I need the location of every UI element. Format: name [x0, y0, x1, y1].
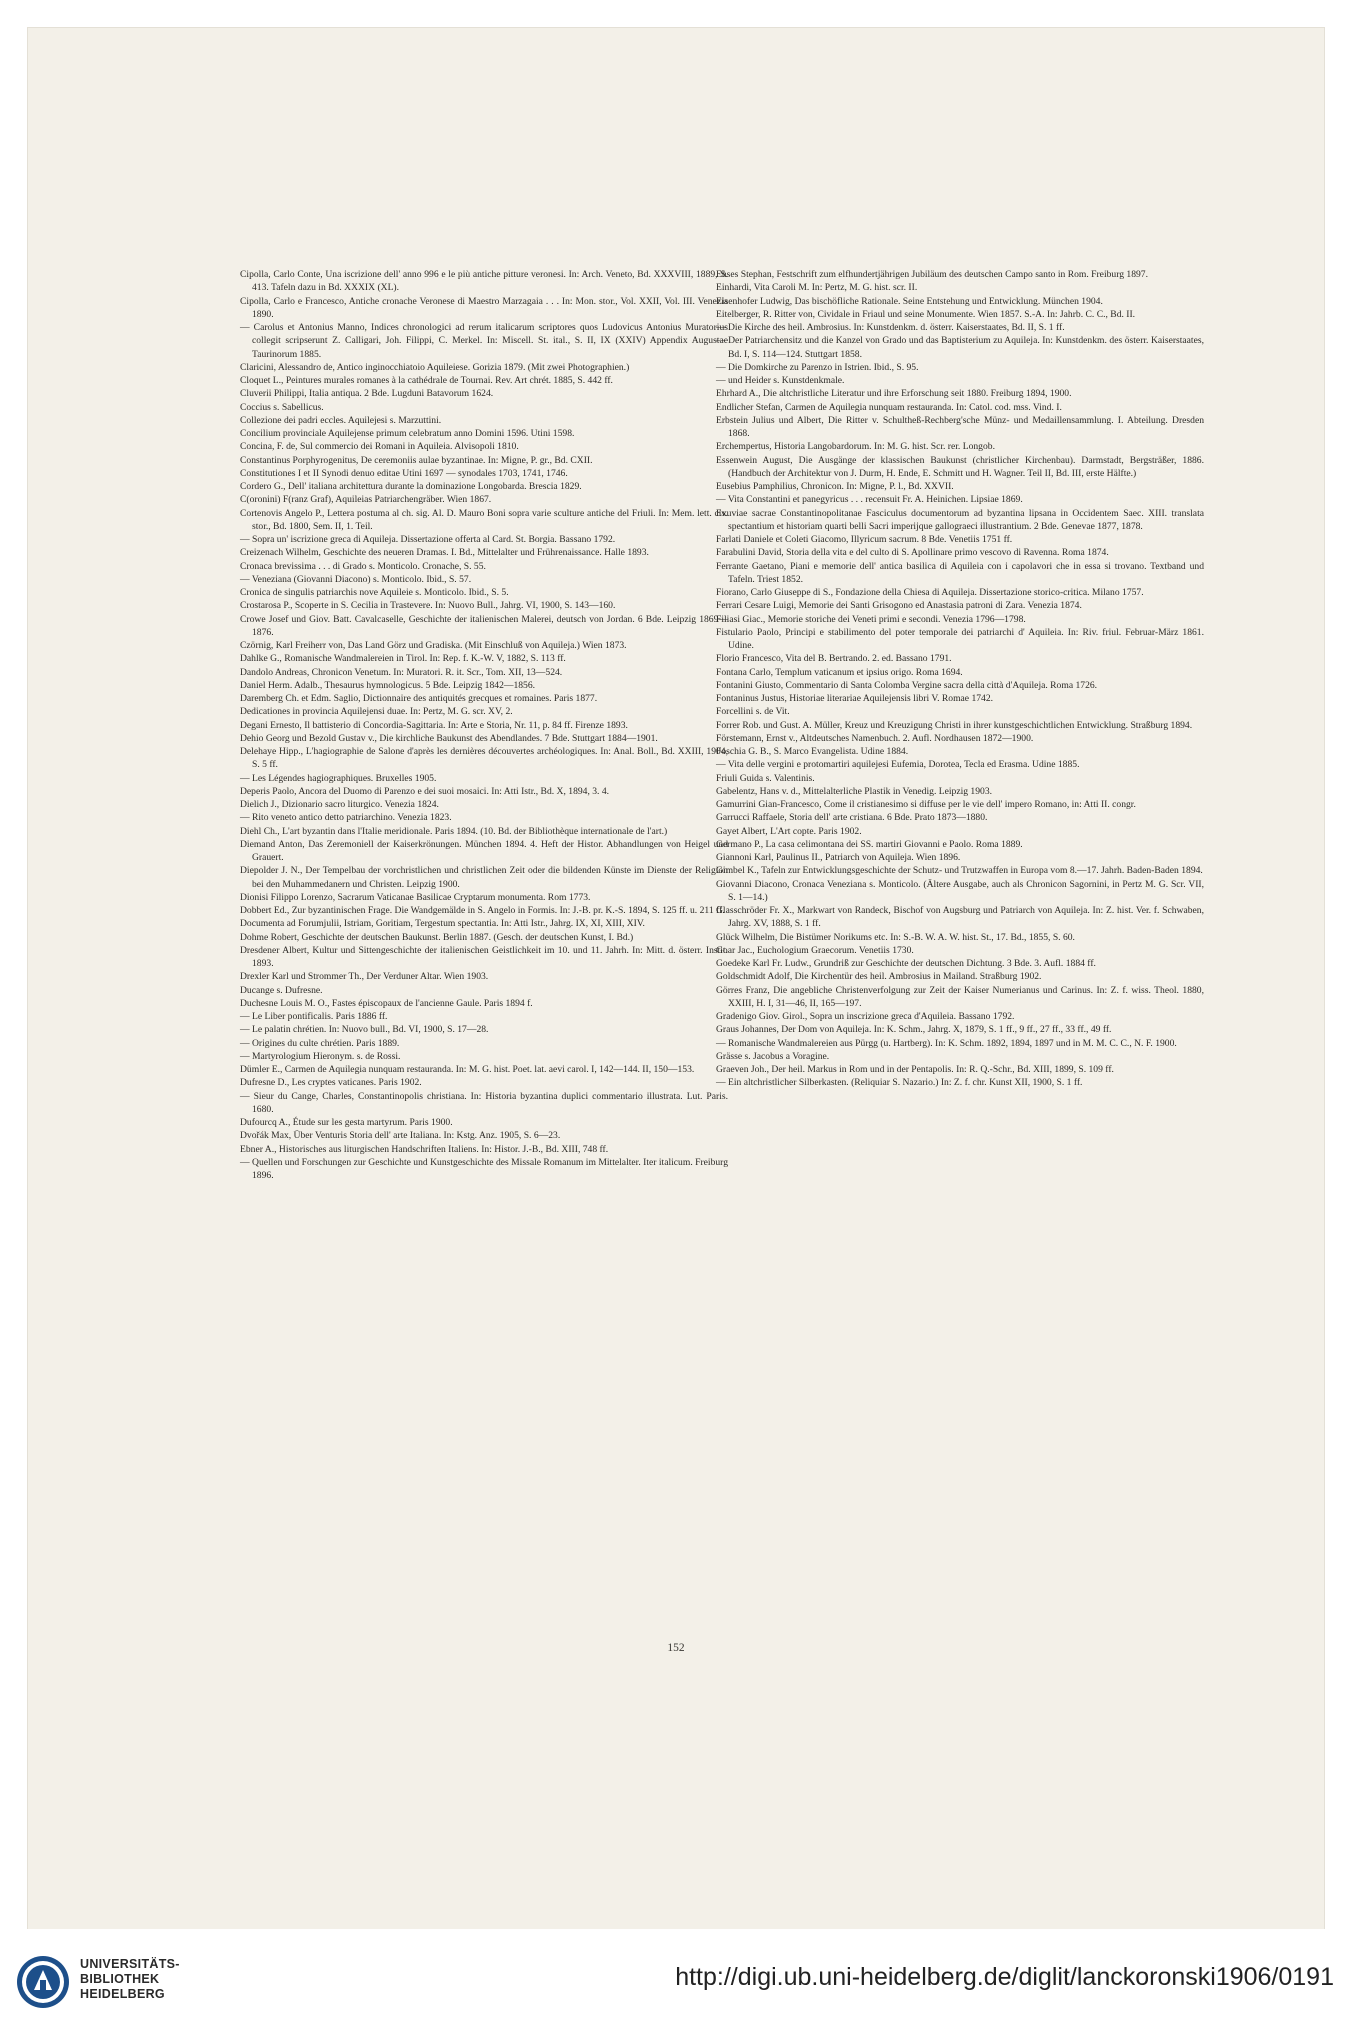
bibliography-entry: Constitutiones I et II Synodi denuo editae Utini 1697 — synodales 1703, 1741, 1746.: [240, 467, 568, 479]
page-number: 152: [667, 1642, 685, 1654]
bibliography-entry: Dümler E., Carmen de Aquilegia nunquam restauranda. In: M. G. hist. Poet. lat. aevi carol. I, 142—144. II, 150—153.: [240, 1064, 695, 1075]
library-name-line: HEIDELBERG: [80, 1987, 165, 2001]
bibliography-entry: Goldschmidt Adolf, Die Kirchentür des heil. Ambrosius in Mailand. Straßburg 1902.: [716, 971, 1042, 983]
bibliography-entry: Ferrante Gaetano, Piani e memorie dell' antica basilica di Aquileia con i capolavori che in essa si trovano. Textband und Tafeln. Triest 1852.: [716, 560, 1204, 585]
bibliography-entry: Dobbert Ed., Zur byzantinischen Frage. Die Wandgemälde in S. Angelo in Formis. In: J.-B. pr. K.-S. 1894, S. 125 ff. u. 211 ff.: [240, 905, 725, 916]
bibliography-entry: — Die Kirche des heil. Ambrosius. In: Kunstdenkm. d. österr. Kaiserstaates, Bd. II, S. 1 ff.: [716, 322, 1065, 333]
bibliography-entry: — Sieur du Cange, Charles, Constantinopolis christiana. In: Historia byzantina duplici commentario illustrata. Lut. Paris. 1680.: [240, 1090, 728, 1115]
bibliography-entry: Diehl Ch., L'art byzantin dans l'Italie meridionale. Paris 1894. (10. Bd. der Bibliothèque internationale de l'art.): [240, 825, 668, 837]
bibliography-entry: — Rito veneto antico detto patriarchino. Venezia 1823.: [240, 812, 452, 824]
bibliography-entry: Drexler Karl und Strommer Th., Der Verduner Altar. Wien 1903.: [240, 971, 489, 983]
bibliography-entry: Ferrari Cesare Luigi, Memorie dei Santi Grisogono ed Anastasia patroni di Zara. Venezia 1874.: [716, 600, 1082, 612]
bibliography-entry: Duchesne Louis M. O., Fastes épiscopaux de l'ancienne Gaule. Paris 1894 f.: [240, 997, 533, 1009]
bibliography-entry: Cluverii Philippi, Italia antiqua. 2 Bde. Lugduni Batavorum 1624.: [240, 388, 494, 400]
bibliography-entry: Dresdener Albert, Kultur und Sittengeschichte der italienischen Geistlichkeit im 10. und 11. Jahrh. In: Mitt. d. österr. Instit. 1893.: [240, 944, 728, 969]
bibliography-entry: — Romanische Wandmalereien aus Pürgg (u. Hartberg). In: K. Schm. 1892, 1894, 1897 und in M. M. C. C., N. F. 1900.: [716, 1037, 1177, 1049]
bibliography-entry: Eusebius Pamphilius, Chronicon. In: Migne, P. l., Bd. XXVII.: [716, 481, 954, 492]
bibliography-entry: Endlicher Stefan, Carmen de Aquilegia nunquam restauranda. In: Catol. cod. mss. Vind. I.: [716, 401, 1062, 413]
bibliography-entry: Fontana Carlo, Templum vaticanum et ipsius origo. Roma 1694.: [716, 666, 963, 678]
bibliography-entry: Creizenach Wilhelm, Geschichte des neueren Dramas. I. Bd., Mittelalter und Frührenaissance. Halle 1893.: [240, 547, 649, 559]
bibliography-entry: Fistulario Paolo, Principi e stabilimento del poter temporale dei patriarchi d' Aquileia. In: Riv. friul. Februar-März 1861. Udine.: [716, 626, 1204, 651]
bibliography-entry: Erchempertus, Historia Langobardorum. In: M. G. hist. Scr. rer. Longob.: [716, 441, 995, 453]
bibliography-entry: Foschia G. B., S. Marco Evangelista. Udine 1884.: [716, 746, 909, 757]
bibliography-entry: Fontaninus Justus, Historiae literariae Aquilejensis libri V. Romae 1742.: [716, 693, 994, 704]
bibliography-entry: Dahlke G., Romanische Wandmalereien in Tirol. In: Rep. f. K.-W. V, 1882, S. 113 ff.: [240, 653, 566, 665]
bibliography-entry: Deperis Paolo, Ancora del Duomo di Parenzo e dei suoi mosaici. In: Atti Istr., Bd. X, 1894, 3. 4.: [240, 785, 610, 797]
bibliography-entry: Documenta ad Forumjulii, Istriam, Goritiam, Tergestum spectantia. In: Atti Istr., Jahrg. IX, XI, XIII, XIV.: [240, 918, 645, 930]
bibliography-entry: — Carolus et Antonius Manno, Indices chronologici ad rerum italicarum scriptores quos Ludovicus Antonius Muratorius collegit scripserunt Z. Calligari, Joh. Filippi, C. Merkel. In: Miscell. St. ital., S. II, IX (XXIV) Appendix Augustae Taurinorum 1885.: [240, 322, 728, 360]
bibliography-entry: Forcellini s. de Vit.: [716, 706, 790, 718]
bibliography-entry: Gimbel K., Tafeln zur Entwicklungsgeschichte der Schutz- und Trutzwaffen in Europa vom 8.—17. Jahrh. Baden-Baden 1894.: [716, 865, 1203, 877]
bibliography-entry: Farabulini David, Storia della vita e del culto di S. Apollinare primo vescovo di Ravenna. Roma 1874.: [716, 547, 1109, 559]
bibliography-entry: Dufresne D., Les cryptes vaticanes. Paris 1902.: [240, 1077, 422, 1089]
bibliography-entry: Dohme Robert, Geschichte der deutschen Baukunst. Berlin 1887. (Gesch. der deutschen Kunst, I. Bd.): [240, 931, 634, 943]
bibliography-entry: Ducange s. Dufresne.: [240, 984, 323, 996]
bibliography-entry: Gayet Albert, L'Art copte. Paris 1902.: [716, 825, 862, 837]
bibliography-entry: Dvořák Max, Über Venturis Storia dell' arte Italiana. In: Kstg. Anz. 1905, S. 6—23.: [240, 1130, 561, 1142]
bibliography-entry: Diemand Anton, Das Zeremoniell der Kaiserkrönungen. München 1894. 4. Heft der Histor. Abhandlungen von Heigel und Grauert.: [240, 838, 728, 863]
bibliography-right-column: [716, 268, 1204, 1090]
bibliography-entry: Farlati Daniele et Coleti Giacomo, Illyricum sacrum. 8 Bde. Venetiis 1751 ff.: [716, 534, 1013, 545]
bibliography-entry: Cordero G., Dell' italiana architettura durante la dominazione Longobarda. Brescia 1829.: [240, 481, 582, 492]
bibliography-entry: Glück Wilhelm, Die Bistümer Norikums etc. In: S.-B. W. A. W. hist. St., 17. Bd., 1855, S. 60.: [716, 931, 1075, 943]
bibliography-entry: Graeven Joh., Der heil. Markus in Rom und in der Pentapolis. In: R. Q.-Schr., Bd. XIII, 1899, S. 109 ff.: [716, 1064, 1114, 1075]
bibliography-entry: Czörnig, Karl Freiherr von, Das Land Görz und Gradiska. (Mit Einschluß von Aquileja.) Wien 1873.: [240, 640, 627, 651]
bibliography-entry: Constantinus Porphyrogenitus, De ceremoniis aulae byzantinae. In: Migne, P. gr., Bd. CXII.: [240, 454, 593, 466]
bibliography-entry: Graus Johannes, Der Dom von Aquileja. In: K. Schm., Jahrg. X, 1879, S. 1 ff., 9 ff., 27 ff., 33 ff., 49 ff.: [716, 1024, 1112, 1036]
bibliography-entry: Gamurrini Gian-Francesco, Come il cristianesimo si diffuse per le vie dell' impero Romano, in: Atti II. congr.: [716, 799, 1136, 810]
bibliography-entry: Exuviae sacrae Constantinopolitanae Fasciculus documentorum ad byzantina lipsana in Occidentem Saec. XIII. translata spectantium et historiam quarti belli Sacri imperijque gallograeci illustrantium. 2 Bde. Genevae 1877, 1878.: [716, 507, 1204, 532]
bibliography-entry: Essenwein August, Die Ausgänge der klassischen Baukunst (christlicher Kirchenbau). Darmstadt, Bergsträßer, 1886. (Handbuch der Architektur von J. Durm, H. Ende, E. Schmitt und H. Wagner. Teil II, Bd. III, erste Hälfte.): [716, 454, 1204, 479]
bibliography-entry: Einhardi, Vita Caroli M. In: Pertz, M. G. hist. scr. II.: [716, 282, 918, 294]
bibliography-entry: — Sopra un' iscrizione greca di Aquileja. Dissertazione offerta al Card. St. Borgia. Bassano 1792.: [240, 534, 616, 545]
bibliography-entry: Grässe s. Jacobus a Voragine.: [716, 1050, 830, 1062]
bibliography-entry: Dedicationes in provincia Aquilejensi duae. In: Pertz, M. G. scr. XV, 2.: [240, 706, 513, 718]
bibliography-entry: C(oronini) F(ranz Graf), Aquileias Patriarchengräber. Wien 1867.: [240, 494, 492, 506]
library-name-line: UNIVERSITÄTS-: [80, 1957, 180, 1971]
footer-bar: [0, 1929, 1354, 2024]
bibliography-entry: Eisenhofer Ludwig, Das bischöfliche Rationale. Seine Entstehung und Entwicklung. München 1904.: [716, 295, 1103, 307]
bibliography-entry: Erbstein Julius und Albert, Die Ritter v. Schultheß-Rechberg'sche Münz- und Medaillensammlung. I. Abteilung. Dresden 1868.: [716, 414, 1204, 439]
bibliography-entry: Glasschröder Fr. X., Markwart von Randeck, Bischof von Augsburg und Patriarch von Aquileja. In: Z. hist. Ver. f. Schwaben, Jahrg. XV, 1888, S. 1 ff.: [716, 905, 1204, 930]
bibliography-entry: — Der Patriarchensitz und die Kanzel von Grado und das Baptisterium zu Aquileja. In: Kunstdenkm. des österr. Kaiserstaates, Bd. I, S. 114—124. Stuttgart 1858.: [716, 335, 1204, 360]
bibliography-entry: Cronaca brevissima . . . di Grado s. Monticolo. Cronache, S. 55.: [240, 560, 486, 572]
bibliography-entry: Filiasi Giac., Memorie storiche dei Veneti primi e secondi. Venezia 1796—1798.: [716, 613, 1026, 625]
bibliography-entry: Daremberg Ch. et Edm. Saglio, Dictionnaire des antiquités grecques et romaines. Paris 1877.: [240, 693, 598, 704]
bibliography-entry: Claricini, Alessandro de, Antico inginocchiatoio Aquileiese. Gorizia 1879. (Mit zwei Photographien.): [240, 361, 630, 373]
bibliography-entry: Cortenovis Angelo P., Lettera postuma al ch. sig. Al. D. Mauro Boni sopra varie sculture antiche del Friuli. In: Mem. lett. civ. stor., Bd. 1800, Sem. II, 1. Teil.: [240, 507, 728, 532]
bibliography-entry: — Ein altchristlicher Silberkasten. (Reliquiar S. Nazario.) In: Z. f. chr. Kunst XII, 1900, S. 1 ff.: [716, 1077, 1083, 1089]
bibliography-left-column: [240, 268, 728, 1182]
bibliography-entry: — Le palatin chrétien. In: Nuovo bull., Bd. VI, 1900, S. 17—28.: [240, 1024, 489, 1036]
bibliography-entry: — Martyrologium Hieronym. s. de Rossi.: [240, 1050, 401, 1062]
bibliography-entry: Cipolla, Carlo e Francesco, Antiche cronache Veronese di Maestro Marzagaia . . . In: Mon. stor., Vol. XXII, Vol. III. Venezia 1890.: [240, 295, 728, 320]
bibliography-entry: Dehio Georg und Bezold Gustav v., Die kirchliche Baukunst des Abendlandes. 7 Bde. Stuttgart 1884—1901.: [240, 732, 658, 744]
bibliography-entry: Ehrhard A., Die altchristliche Literatur und ihre Erforschung seit 1880. Freiburg 1894, 1900.: [716, 388, 1072, 400]
bibliography-entry: Goar Jac., Euchologium Graecorum. Venetiis 1730.: [716, 944, 914, 956]
bibliography-entry: Dionisi Filippo Lorenzo, Sacrarum Vaticanae Basilicae Cryptarum monumenta. Rom 1773.: [240, 891, 591, 903]
bibliography-entry: Concilium provinciale Aquilejense primum celebratum anno Domini 1596. Utini 1598.: [240, 428, 575, 439]
heidelberg-seal-icon: [14, 1953, 74, 2011]
bibliography-entry: Görres Franz, Die angebliche Christenverfolgung zur Zeit der Kaiser Numerianus und Carinus. In: Z. f. wiss. Theol. 1880, XXIII, H. I, 31—46, II, 165—197.: [716, 984, 1204, 1009]
bibliography-entry: Fiorano, Carlo Giuseppe di S., Fondazione della Chiesa di Aquileja. Dissertazione storico-critica. Milano 1757.: [716, 587, 1144, 598]
bibliography-entry: Crowe Josef und Giov. Batt. Cavalcaselle, Geschichte der italienischen Malerei, deutsch von Jordan. 6 Bde. Leipzig 1869—1876.: [240, 613, 728, 638]
bibliography-entry: Giovanni Diacono, Cronaca Veneziana s. Monticolo. (Ältere Ausgabe, auch als Chronicon Sagornini, in Pertz M. G. Scr. VII, S. 1—14.): [716, 878, 1204, 903]
scanned-page: [28, 28, 1324, 1996]
bibliography-entry: Friuli Guida s. Valentinis.: [716, 772, 815, 784]
source-url[interactable]: http://digi.ub.uni-heidelberg.de/diglit/lanckoronski1906/0191: [675, 1963, 1334, 1991]
bibliography-entry: Dielich J., Dizionario sacro liturgico. Venezia 1824.: [240, 799, 439, 810]
bibliography-entry: Ebner A., Historisches aus liturgischen Handschriften Italiens. In: Histor. J.-B., Bd. XIII, 748 ff.: [240, 1143, 609, 1155]
bibliography-entry: Cronica de singulis patriarchis nove Aquileie s. Monticolo. Ibid., S. 5.: [240, 587, 509, 598]
bibliography-entry: Florio Francesco, Vita del B. Bertrando. 2. ed. Bassano 1791.: [716, 653, 952, 665]
bibliography-entry: — Les Légendes hagiographiques. Bruxelles 1905.: [240, 772, 437, 784]
bibliography-entry: Concina, F. de, Sul commercio dei Romani in Aquileia. Alvisopoli 1810.: [240, 441, 519, 453]
bibliography-entry: — Veneziana (Giovanni Diacono) s. Monticolo. Ibid., S. 57.: [240, 573, 472, 585]
bibliography-entry: Delehaye Hipp., L'hagiographie de Salone d'après les dernières découvertes archéologiques. In: Anal. Boll., Bd. XXIII, 1904, S. 5 ff.: [240, 746, 728, 771]
bibliography-entry: Gradenigo Giov. Girol., Sopra un inscrizione greca d'Aquileia. Bassano 1792.: [716, 1011, 1015, 1022]
bibliography-entry: Gabelentz, Hans v. d., Mittelalterliche Plastik in Venedig. Leipzig 1903.: [716, 785, 993, 797]
library-name-line: BIBLIOTHEK: [80, 1972, 160, 1986]
bibliography-entry: Diepolder J. N., Der Tempelbau der vorchristlichen und christlichen Zeit oder die bildenden Künste im Dienste der Religion bei den Muhammedanern und Christen. Leipzig 1900.: [240, 865, 728, 890]
bibliography-entry: Goedeke Karl Fr. Ludw., Grundriß zur Geschichte der deutschen Dichtung. 3 Bde. 3. Aufl. 1884 ff.: [716, 958, 1096, 969]
bibliography-entry: Degani Ernesto, Il battisterio di Concordia-Sagittaria. In: Arte e Storia, Nr. 11, p. 84 ff. Firenze 1893.: [240, 719, 628, 731]
bibliography-entry: Cloquet L., Peintures murales romanes à la cathédrale de Tournai. Rev. Art chrét. 1885, S. 442 ff.: [240, 375, 613, 386]
bibliography-entry: Germano P., La casa celimontana dei SS. martiri Giovanni e Paolo. Roma 1889.: [716, 838, 1023, 850]
bibliography-entry: Collezione dei padri eccles. Aquilejesi s. Marzuttini.: [240, 414, 442, 426]
bibliography-entry: — Vita delle vergini e protomartiri aquilejesi Eufemia, Dorotea, Tecla ed Erasma. Udine 1885.: [716, 759, 1080, 771]
bibliography-entry: Coccius s. Sabellicus.: [240, 401, 324, 413]
bibliography-entry: Garrucci Raffaele, Storia dell' arte cristiana. 6 Bde. Prato 1873—1880.: [716, 812, 988, 824]
bibliography-entry: Daniel Herm. Adalb., Thesaurus hymnologicus. 5 Bde. Leipzig 1842—1856.: [240, 679, 536, 691]
bibliography-entry: Giannoni Karl, Paulinus II., Patriarch von Aquileja. Wien 1896.: [716, 852, 961, 863]
bibliography-entry: Dufourcq A., Étude sur les gesta martyrum. Paris 1900.: [240, 1117, 453, 1128]
bibliography-entry: Dandolo Andreas, Chronicon Venetum. In: Muratori. R. it. Scr., Tom. XII, 13—524.: [240, 666, 563, 678]
library-name: [80, 1957, 180, 2002]
bibliography-entry: Förstemann, Ernst v., Altdeutsches Namenbuch. 2. Aufl. Nordhausen 1872—1900.: [716, 732, 1034, 744]
bibliography-entry: Cipolla, Carlo Conte, Una iscrizione dell' anno 996 e le più antiche pitture veronesi. In: Arch. Veneto, Bd. XXXVIII, 1889, S. 413. Tafeln dazu in Bd. XXXIX (XL).: [240, 269, 728, 294]
bibliography-entry: — Le Liber pontificalis. Paris 1886 ff.: [240, 1011, 388, 1022]
bibliography-entry: Ehses Stephan, Festschrift zum elfhundertjährigen Jubiläum des deutschen Campo santo in Rom. Freiburg 1897.: [716, 269, 1149, 280]
bibliography-entry: — Vita Constantini et panegyricus . . . recensuit Fr. A. Heinichen. Lipsiae 1869.: [716, 494, 1023, 506]
bibliography-entry: Forrer Rob. und Gust. A. Müller, Kreuz und Kreuzigung Christi in ihrer kunstgeschichtlichen Entwicklung. Straßburg 1894.: [716, 719, 1193, 731]
bibliography-entry: — Quellen und Forschungen zur Geschichte und Kunstgeschichte des Missale Romanum im Mittelalter. Iter italicum. Freiburg 1896.: [240, 1156, 728, 1181]
bibliography-entry: Crostarosa P., Scoperte in S. Cecilia in Trastevere. In: Nuovo Bull., Jahrg. VI, 1900, S. 143—160.: [240, 600, 616, 612]
bibliography-entry: Eitelberger, R. Ritter von, Cividale in Friaul und seine Monumente. Wien 1857. S.-A. In: Jahrb. C. C., Bd. II.: [716, 308, 1136, 320]
bibliography-entry: — und Heider s. Kunstdenkmale.: [716, 375, 845, 386]
bibliography-entry: — Die Domkirche zu Parenzo in Istrien. Ibid., S. 95.: [716, 361, 919, 373]
bibliography-entry: Fontanini Giusto, Commentario di Santa Colomba Vergine sacra della città d'Aquileja. Roma 1726.: [716, 679, 1098, 691]
bibliography-entry: — Origines du culte chrétien. Paris 1889.: [240, 1037, 400, 1049]
